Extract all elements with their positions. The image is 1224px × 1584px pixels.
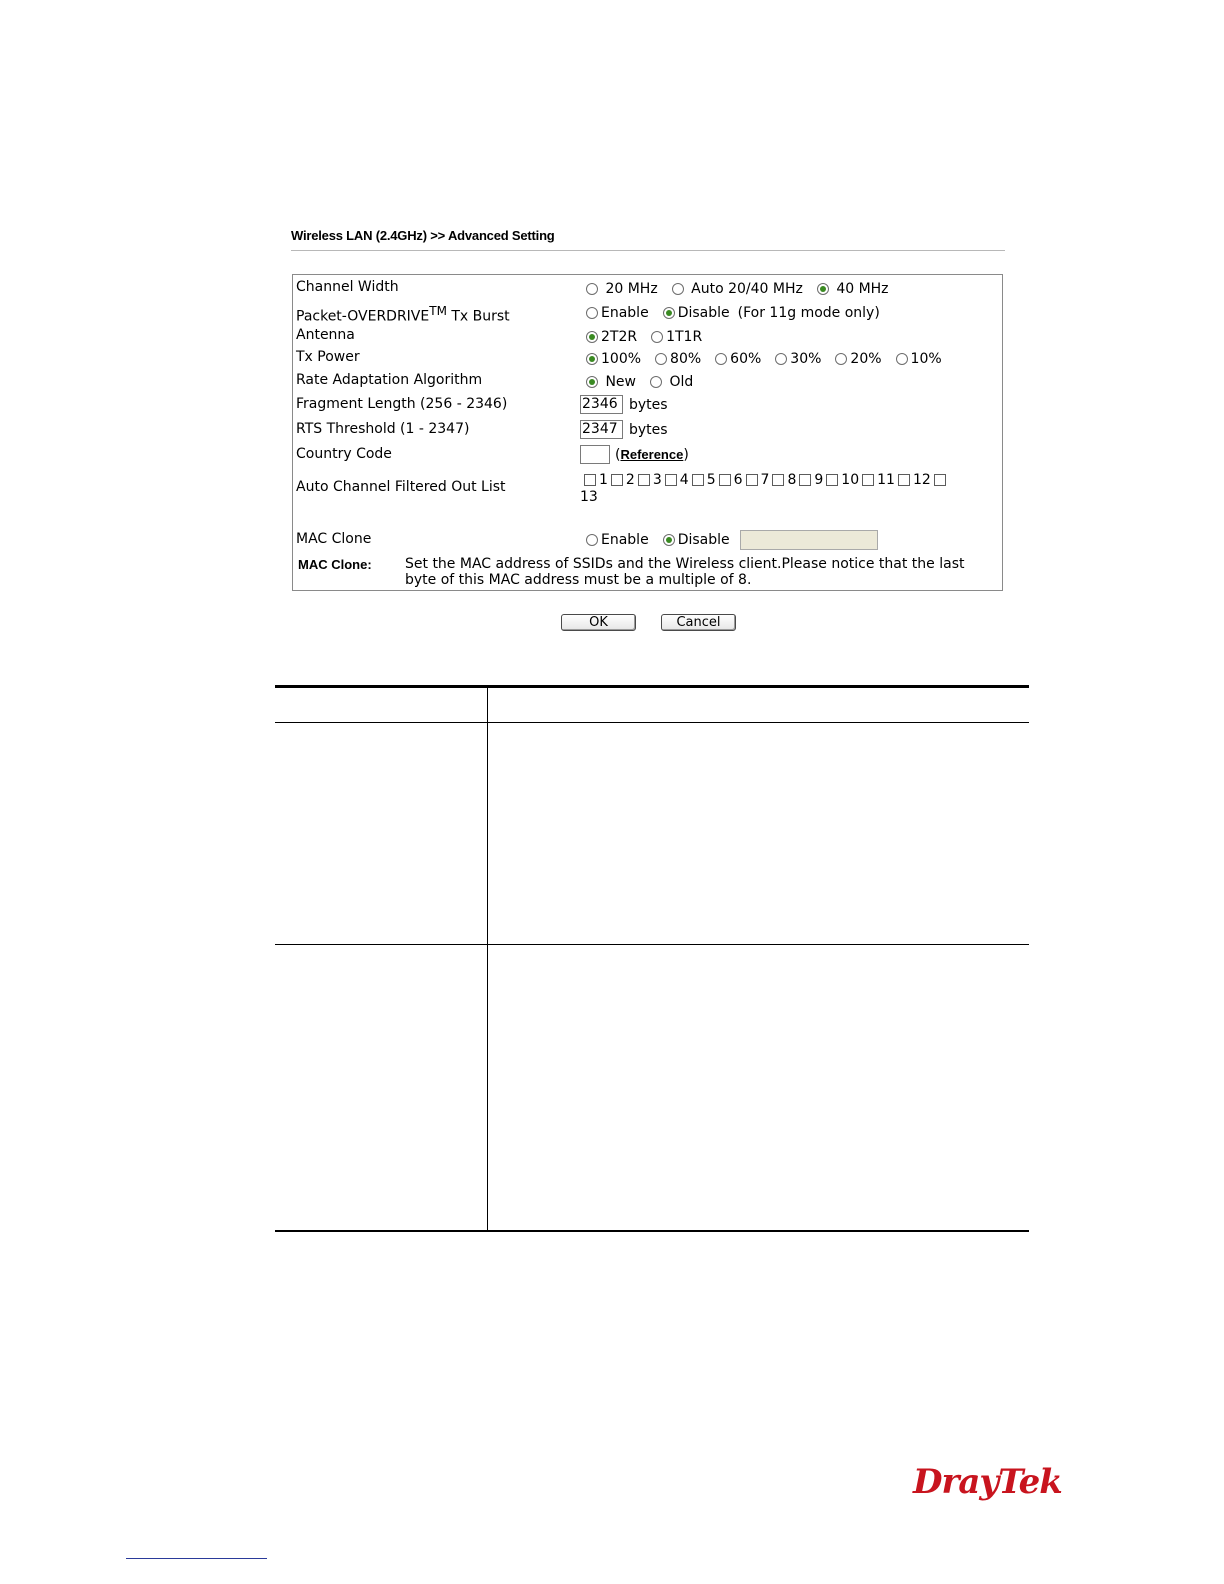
radio-icon[interactable] <box>672 283 684 295</box>
radio-icon[interactable] <box>586 283 598 295</box>
checkbox-icon[interactable] <box>898 474 910 486</box>
tx-burst-note: (For 11g mode only) <box>737 305 880 321</box>
radio-icon[interactable] <box>650 376 662 388</box>
tx-burst-options <box>586 305 880 321</box>
ok-button[interactable]: OK <box>561 614 636 631</box>
checkbox-icon[interactable] <box>692 474 704 486</box>
mac-clone-label: MAC Clone <box>296 531 372 547</box>
tx-power-10-option[interactable]: 10% <box>896 351 942 367</box>
channel-4-checkbox[interactable]: 4 <box>665 472 689 488</box>
table-column-divider <box>487 687 488 1231</box>
fragment-length-control <box>580 395 668 414</box>
table-top-rule <box>275 685 1029 688</box>
country-code-control: ( Reference ) <box>580 445 689 464</box>
mac-address-input <box>740 530 878 550</box>
checkbox-icon[interactable] <box>746 474 758 486</box>
tx-burst-enable-option[interactable]: Enable <box>586 305 649 321</box>
tx-power-label: Tx Power <box>296 349 360 365</box>
channel-width-40mhz-option[interactable]: 40 MHz <box>817 281 889 297</box>
tx-burst-disable-option[interactable]: Disable <box>663 305 730 321</box>
rate-adaptation-old-option[interactable]: Old <box>650 374 693 390</box>
fragment-length-input[interactable]: 2346 <box>580 395 623 414</box>
radio-icon[interactable] <box>715 353 727 365</box>
channel-5-checkbox[interactable]: 5 <box>692 472 716 488</box>
checkbox-icon[interactable] <box>584 474 596 486</box>
rts-threshold-unit: bytes <box>629 421 668 438</box>
cancel-button[interactable]: Cancel <box>661 614 736 631</box>
fragment-length-unit: bytes <box>629 396 668 413</box>
reference-link[interactable]: Reference <box>620 447 684 462</box>
channel-9-checkbox[interactable]: 9 <box>799 472 823 488</box>
antenna-label: Antenna <box>296 327 355 343</box>
channel-width-label: Channel Width <box>296 279 399 295</box>
mac-clone-enable-option[interactable]: Enable <box>586 532 649 548</box>
mac-clone-note-line2: byte of this MAC address must be a multiple of 8. <box>405 572 752 588</box>
radio-selected-icon[interactable] <box>586 331 598 343</box>
rate-adaptation-label: Rate Adaptation Algorithm <box>296 372 483 388</box>
table-bottom-rule <box>275 1230 1029 1232</box>
rate-adaptation-new-option[interactable]: New <box>586 374 636 390</box>
radio-selected-icon[interactable] <box>586 376 598 388</box>
mac-clone-control <box>586 530 878 550</box>
tx-burst-label: Packet-OVERDRIVE™ Tx Burst <box>296 304 510 325</box>
auto-channel-label: Auto Channel Filtered Out List <box>296 479 506 495</box>
channel-width-20mhz-option[interactable]: 20 MHz <box>586 281 658 297</box>
channel-2-checkbox[interactable]: 2 <box>611 472 635 488</box>
radio-icon[interactable] <box>586 534 598 546</box>
radio-selected-icon[interactable] <box>663 534 675 546</box>
channel-12-checkbox[interactable]: 12 <box>898 472 931 488</box>
country-code-input[interactable] <box>580 445 610 464</box>
channel-10-checkbox[interactable]: 10 <box>826 472 859 488</box>
checkbox-icon[interactable] <box>772 474 784 486</box>
tx-power-80-option[interactable]: 80% <box>655 351 701 367</box>
fragment-length-label: Fragment Length (256 - 2346) <box>296 396 508 412</box>
auto-channel-checkboxes <box>584 472 952 488</box>
mac-clone-disable-option[interactable]: Disable <box>663 532 730 548</box>
tx-power-30-option[interactable]: 30% <box>775 351 821 367</box>
radio-icon[interactable] <box>896 353 908 365</box>
channel-3-checkbox[interactable]: 3 <box>638 472 662 488</box>
tx-power-options <box>586 351 956 367</box>
radio-icon[interactable] <box>655 353 667 365</box>
rts-threshold-control <box>580 420 668 439</box>
mac-clone-note-heading: MAC Clone: <box>298 557 372 572</box>
channel-8-checkbox[interactable]: 8 <box>772 472 796 488</box>
checkbox-icon[interactable] <box>665 474 677 486</box>
radio-selected-icon[interactable] <box>817 283 829 295</box>
title-divider <box>291 250 1005 251</box>
checkbox-icon[interactable] <box>934 474 946 486</box>
antenna-2t2r-option[interactable]: 2T2R <box>586 329 637 345</box>
table-row-rule <box>275 944 1029 945</box>
rate-adaptation-options <box>586 374 707 390</box>
channel-width-auto-option[interactable]: Auto 20/40 MHz <box>672 281 803 297</box>
checkbox-icon[interactable] <box>611 474 623 486</box>
radio-icon[interactable] <box>775 353 787 365</box>
tx-power-100-option[interactable]: 100% <box>586 351 641 367</box>
table-header-rule <box>275 722 1029 723</box>
antenna-options <box>586 329 716 345</box>
radio-selected-icon[interactable] <box>663 307 675 319</box>
channel-11-checkbox[interactable]: 11 <box>862 472 895 488</box>
draytek-logo: DrayTek <box>913 1462 1062 1502</box>
tx-power-60-option[interactable]: 60% <box>715 351 761 367</box>
channel-13-label: 13 <box>580 489 598 505</box>
radio-icon[interactable] <box>586 307 598 319</box>
checkbox-icon[interactable] <box>638 474 650 486</box>
antenna-1t1r-option[interactable]: 1T1R <box>651 329 702 345</box>
channel-1-checkbox[interactable]: 1 <box>584 472 608 488</box>
footer-rule <box>126 1558 267 1559</box>
checkbox-icon[interactable] <box>799 474 811 486</box>
channel-6-checkbox[interactable]: 6 <box>719 472 743 488</box>
radio-icon[interactable] <box>651 331 663 343</box>
tx-power-20-option[interactable]: 20% <box>835 351 881 367</box>
checkbox-icon[interactable] <box>862 474 874 486</box>
page-title: Wireless LAN (2.4GHz) >> Advanced Setting <box>291 228 555 243</box>
country-code-label: Country Code <box>296 446 392 462</box>
checkbox-icon[interactable] <box>719 474 731 486</box>
rts-threshold-input[interactable]: 2347 <box>580 420 623 439</box>
radio-selected-icon[interactable] <box>586 353 598 365</box>
radio-icon[interactable] <box>835 353 847 365</box>
channel-7-checkbox[interactable]: 7 <box>746 472 770 488</box>
channel-width-options <box>586 281 903 297</box>
checkbox-icon[interactable] <box>826 474 838 486</box>
rts-threshold-label: RTS Threshold (1 - 2347) <box>296 421 470 437</box>
mac-clone-note-line1: Set the MAC address of SSIDs and the Wireless client.Please notice that the last <box>405 556 965 572</box>
channel-13-checkbox[interactable] <box>934 474 949 486</box>
